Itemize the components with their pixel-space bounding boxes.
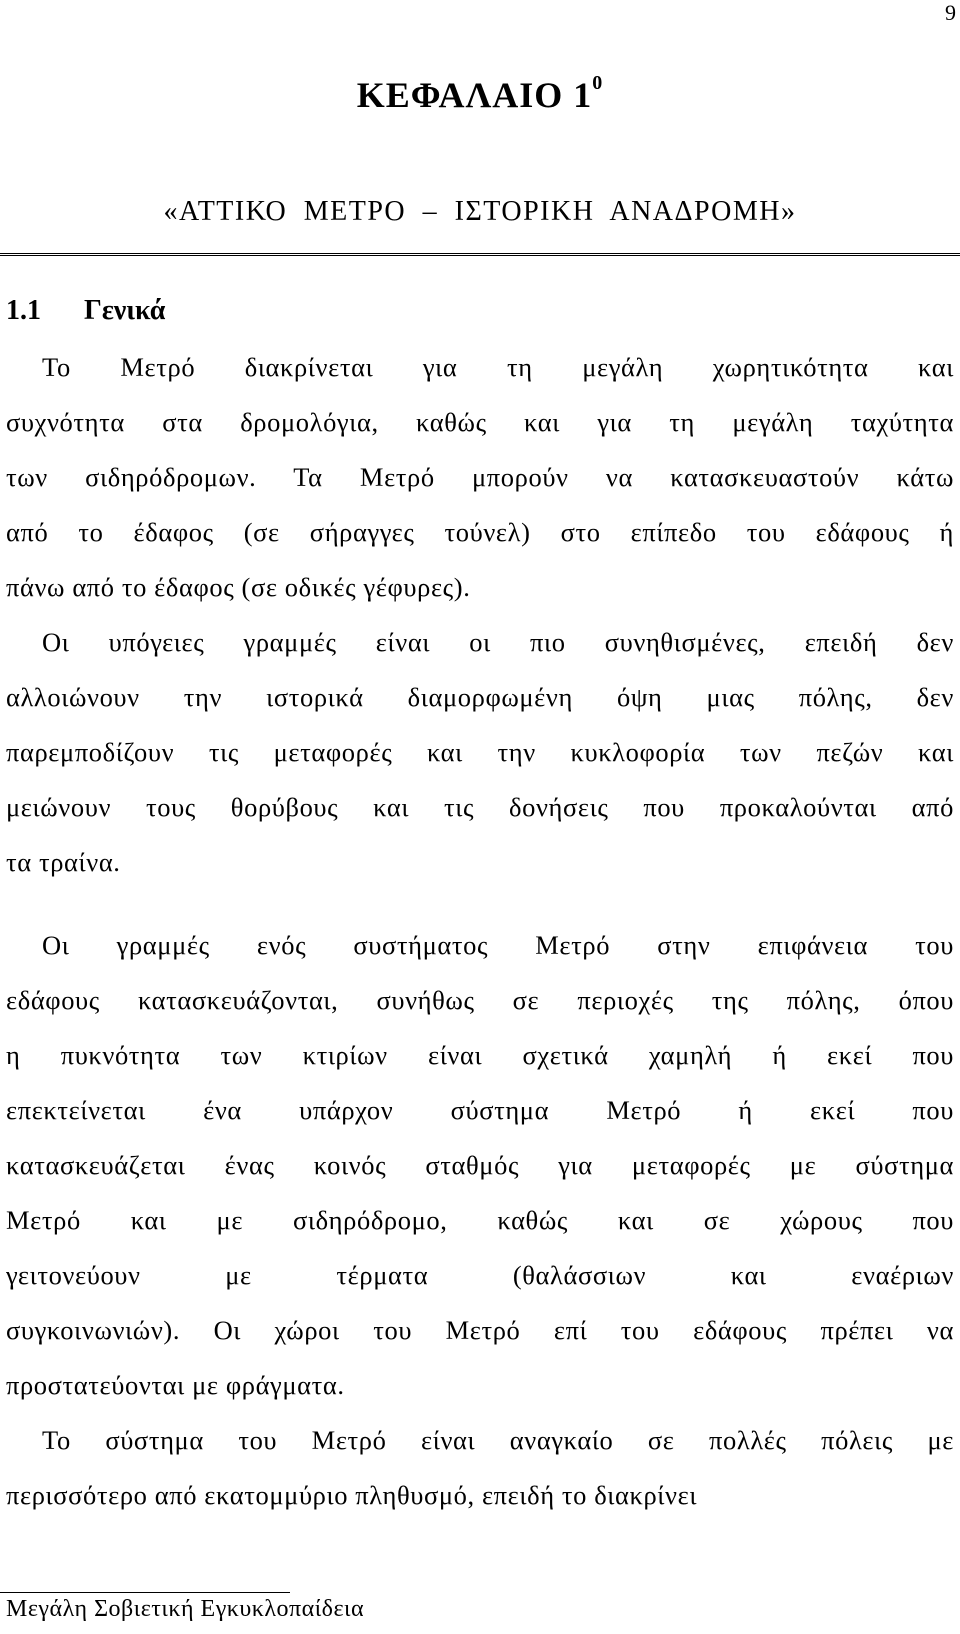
text-line: κατασκευάζεται ένας κοινός σταθμός για μεταφορές με σύστημα: [6, 1150, 954, 1180]
text-line: Το σύστημα του Μετρό είναι αναγκαίο σε πολλές πόλεις με: [42, 1425, 954, 1455]
text-line: πάνω από το έδαφος (σε οδικές γέφυρες).: [6, 572, 471, 602]
text-line: εδάφους κατασκευάζονται, συνήθως σε περιοχές της πόλης, όπου: [6, 985, 954, 1015]
text-line: γειτονεύουν με τέρματα (θαλάσσιων και εναέριων: [6, 1260, 954, 1290]
text-line: Οι γραμμές ενός συστήματος Μετρό στην επιφάνεια του: [42, 930, 954, 960]
text-line: των σιδηρόδρομων. Τα Μετρό μπορούν να κατασκευαστούν κάτω: [6, 462, 954, 492]
text-line: Μετρό και με σιδηρόδρομο, καθώς και σε χώρους που: [6, 1205, 954, 1235]
text-line: συχνότητα στα δρομολόγια, καθώς και για τη μεγάλη ταχύτητα: [6, 407, 954, 437]
footnote: Μεγάλη Σοβιετική Εγκυκλοπαίδεια: [6, 1596, 365, 1622]
section-heading: [6, 295, 165, 327]
text-line: η πυκνότητα των κτιρίων είναι σχετικά χαμηλή ή εκεί που: [6, 1040, 954, 1070]
text-line: παρεμποδίζουν τις μεταφορές και την κυκλοφορία των πεζών και: [6, 737, 954, 767]
section-number: 1.1: [6, 295, 41, 326]
chapter-superscript: 0: [592, 72, 604, 94]
text-line: Το Μετρό διακρίνεται για τη μεγάλη χωρητικότητα και: [42, 352, 954, 382]
text-line: τα τραίνα.: [6, 847, 121, 877]
body-text: [6, 918, 954, 1523]
text-line: αλλοιώνουν την ιστορικά διαμορφωμένη όψη μιας πόλης, δεν: [6, 682, 954, 712]
text-line: επεκτείνεται ένα υπάρχον σύστημα Μετρό ή εκεί που: [6, 1095, 954, 1125]
chapter-title: [0, 72, 960, 116]
footnote-rule: [0, 1592, 290, 1593]
header-rule: [0, 253, 960, 256]
text-line: περισσότερο από εκατομμύριο πληθυσμό, επειδή το διακρίνει: [6, 1480, 698, 1510]
text-line: μειώνουν τους θορύβους και τις δονήσεις που προκαλούνται από: [6, 792, 954, 822]
text-line: Οι υπόγειες γραμμές είναι οι πιο συνηθισμένες, επειδή δεν: [42, 627, 954, 657]
text-line: συγκοινωνιών). Οι χώροι του Μετρό επί του εδάφους πρέπει να: [6, 1315, 954, 1345]
text-line: από το έδαφος (σε σήραγγες τούνελ) στο επίπεδο του εδάφους ή: [6, 517, 954, 547]
text-line: προστατεύονται με φράγματα.: [6, 1370, 345, 1400]
chapter-title-text: ΚΕΦΑΛΑΙΟ 1: [356, 75, 593, 115]
chapter-subtitle: «ΑΤΤΙΚΟ ΜΕΤΡΟ – ΙΣΤΟΡΙΚΗ ΑΝΑΔΡΟΜΗ»: [163, 196, 797, 227]
body-text: [6, 340, 954, 890]
section-title: Γενικά: [84, 295, 166, 326]
page-number: 9: [945, 0, 956, 25]
